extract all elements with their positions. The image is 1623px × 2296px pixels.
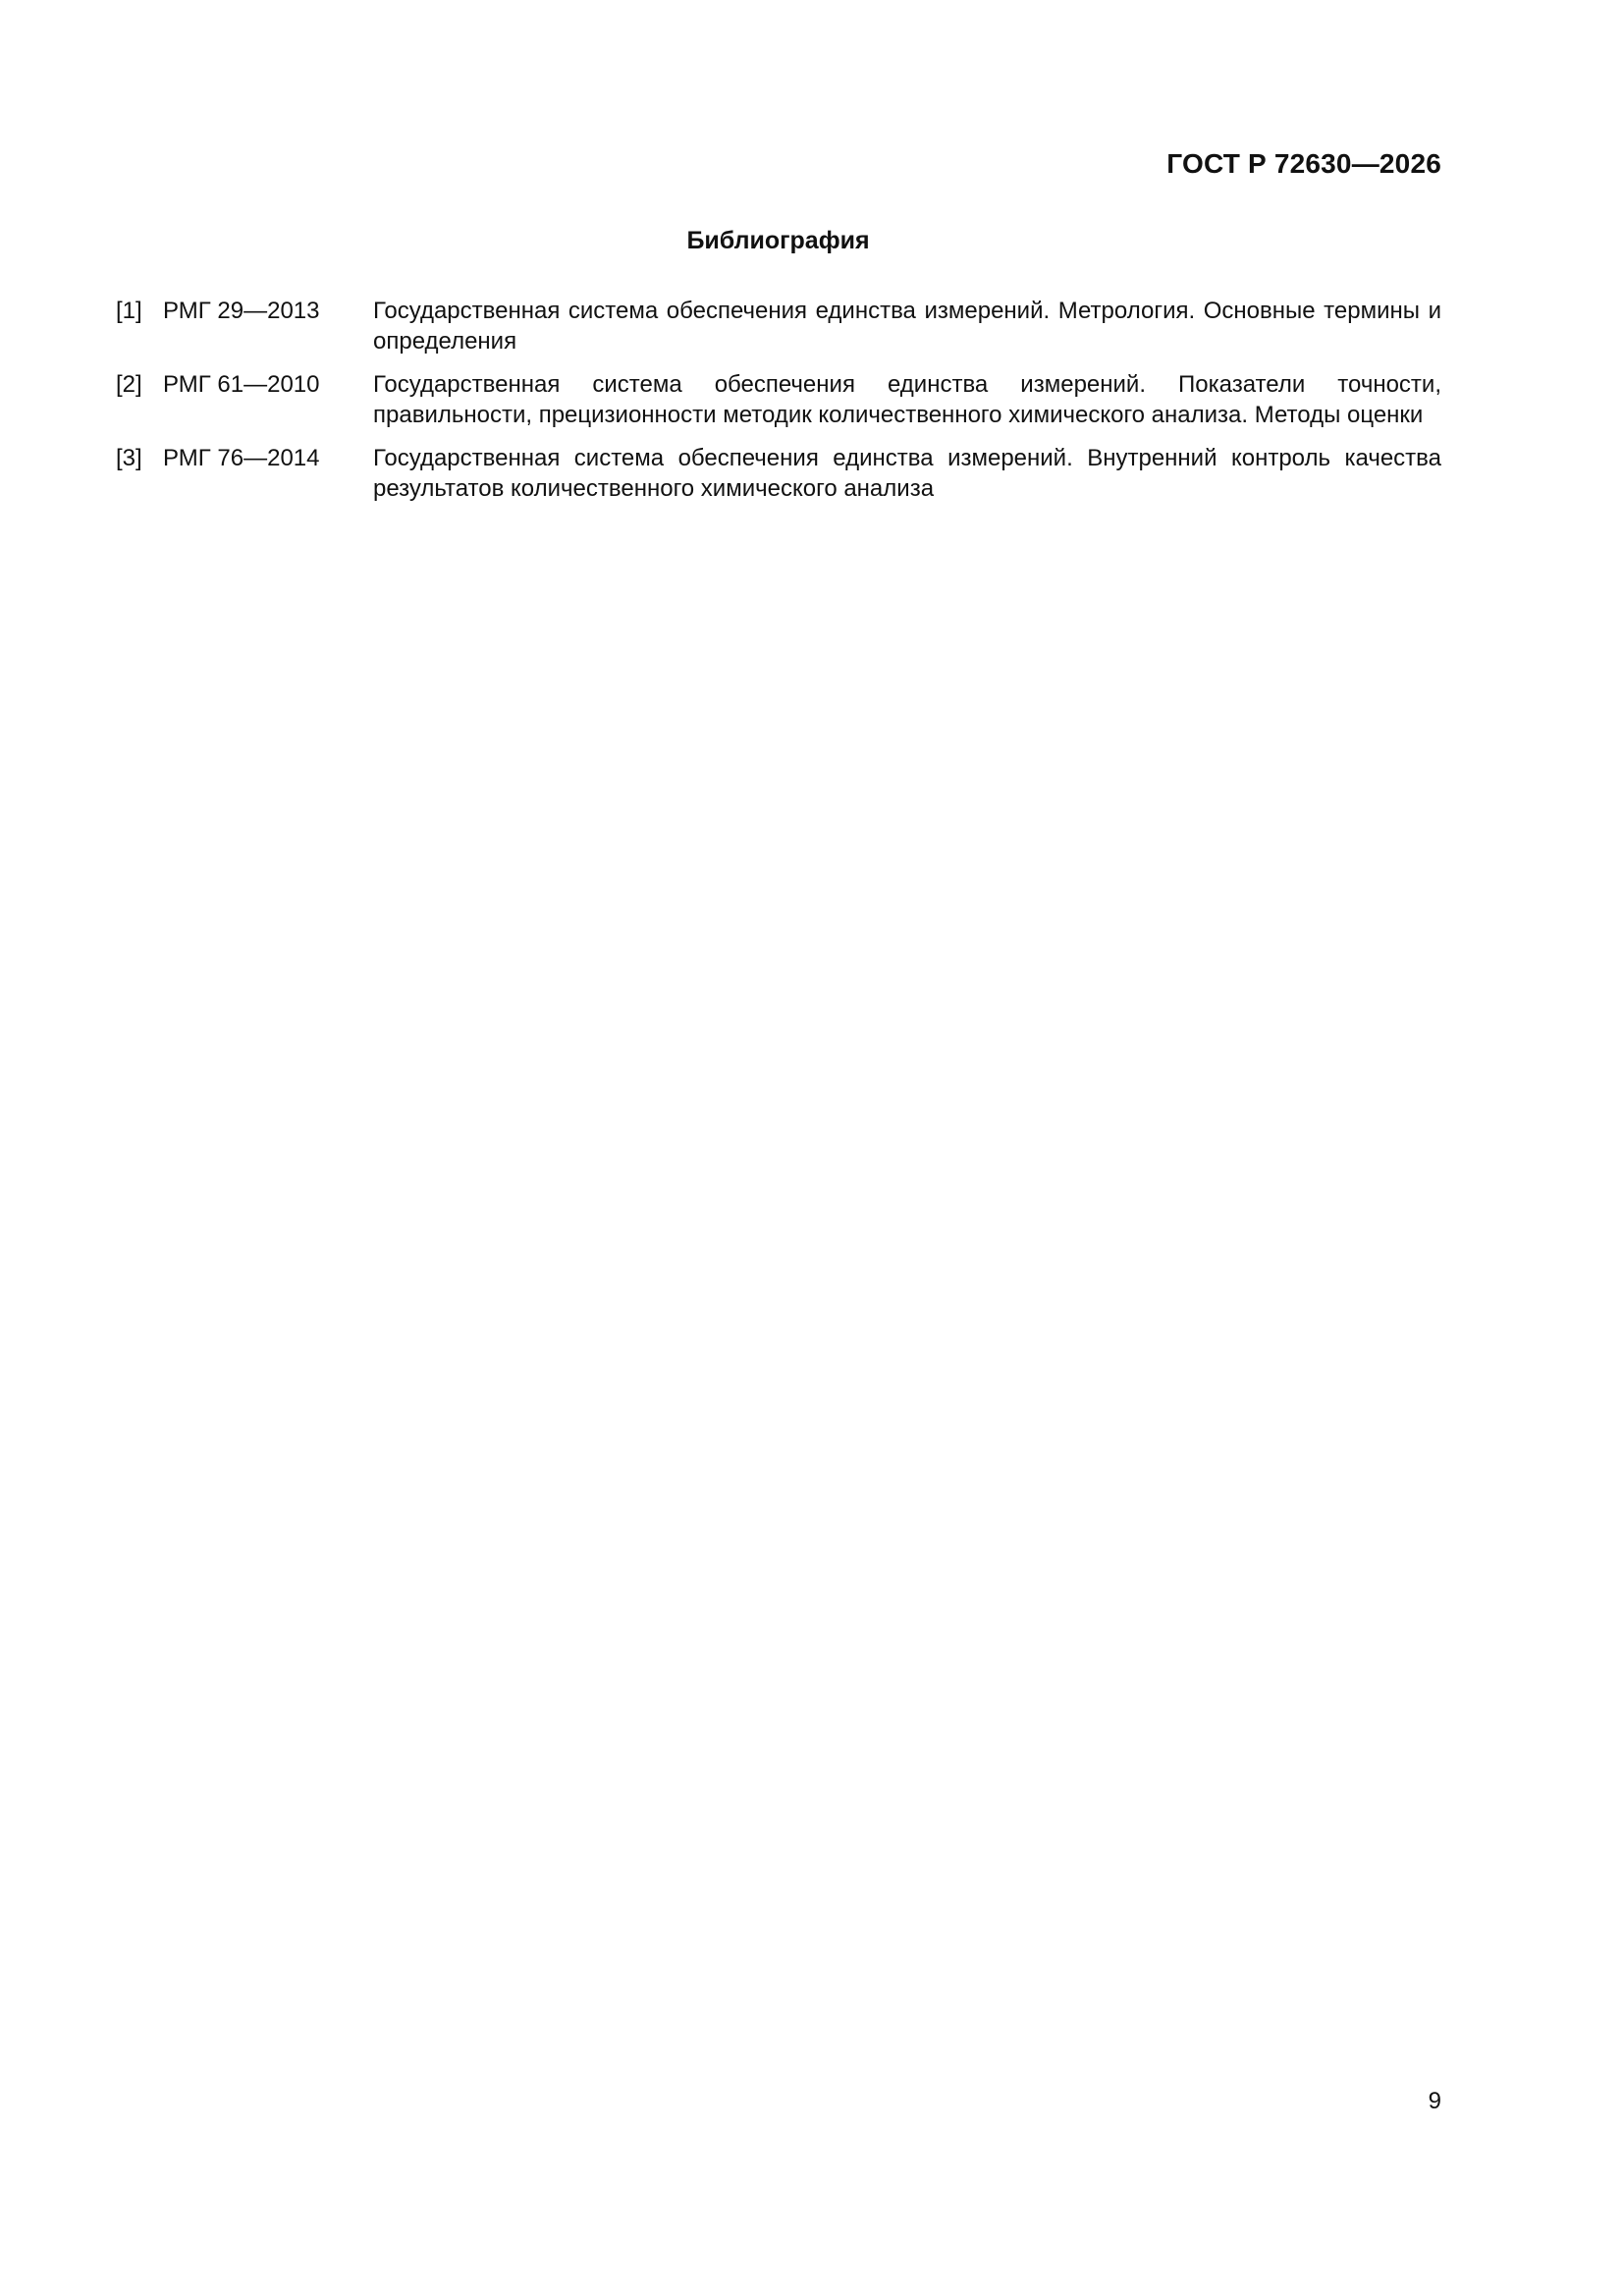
bibliography-list: [116, 297, 1441, 518]
reference-title: Государственная система обеспечения единства измерений. Показатели точности, правильности, прецизионности методик количественного химического анализа. Методы оценки: [373, 371, 1441, 428]
reference-title: Государственная система обеспечения единства измерений. Метрология. Основные термины и определения: [373, 298, 1441, 355]
reference-title: Государственная система обеспечения единства измерений. Внутренний контроль качества результатов количественного химического анализа: [373, 445, 1441, 502]
reference-number: [2]: [116, 371, 142, 398]
document-code: ГОСТ Р 72630—2026: [1166, 148, 1441, 179]
bibliography-item: [116, 370, 1441, 430]
bibliography-item: [116, 297, 1441, 356]
reference-code: РМГ 29—2013: [163, 298, 320, 324]
page-number: 9: [1428, 2088, 1441, 2114]
reference-number: [1]: [116, 298, 142, 324]
reference-code: РМГ 76—2014: [163, 445, 320, 471]
reference-number: [3]: [116, 445, 142, 471]
reference-code: РМГ 61—2010: [163, 371, 320, 398]
bibliography-item: [116, 444, 1441, 504]
bibliography-heading: Библиография: [686, 227, 870, 254]
